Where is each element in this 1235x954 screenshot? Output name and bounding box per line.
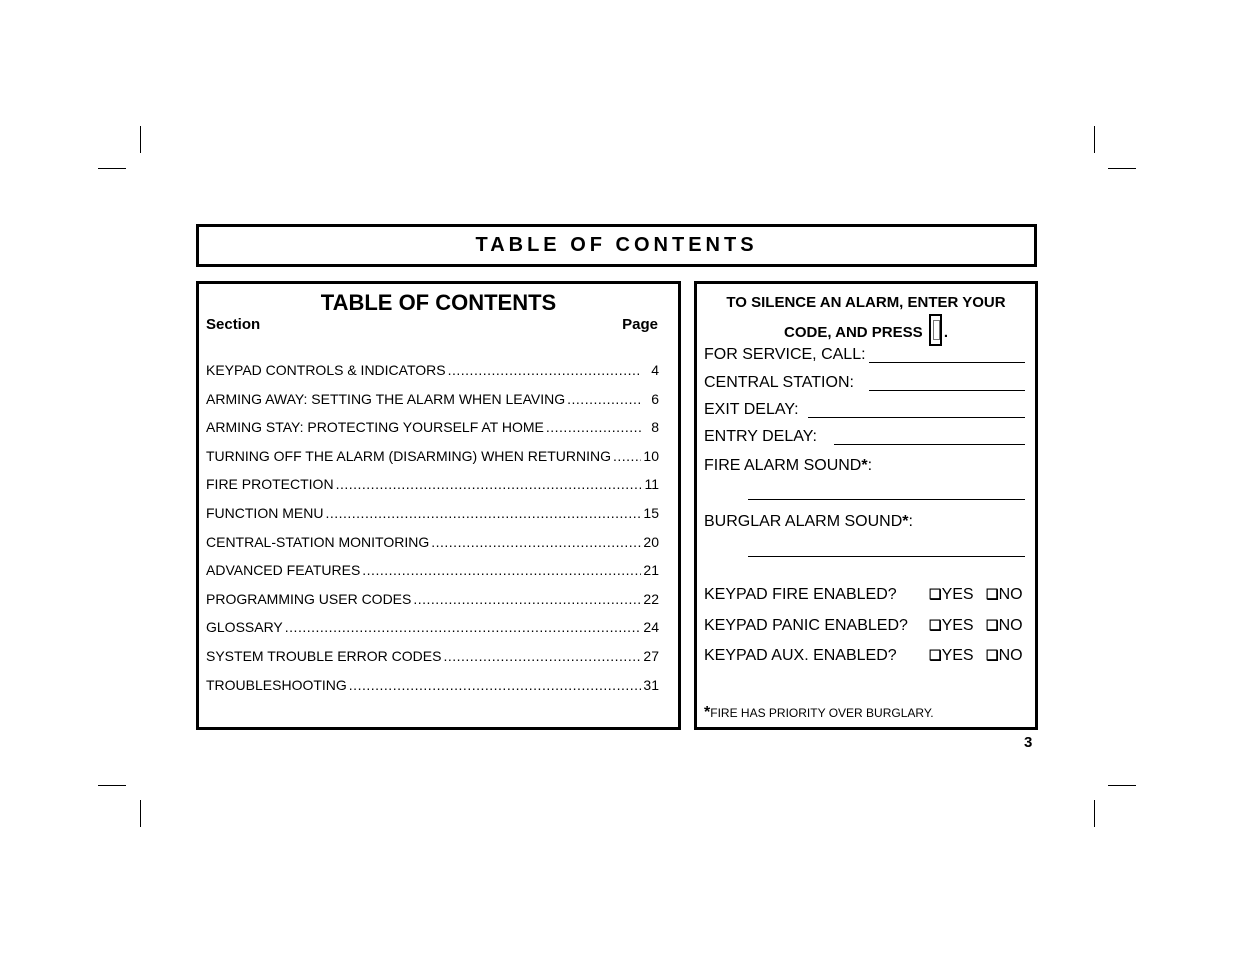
toc-entry-name: TURNING OFF THE ALARM (DISARMING) WHEN RETURNING: [206, 447, 611, 464]
toc-leader-dots: [349, 677, 641, 693]
service-call-label: FOR SERVICE, CALL:: [704, 346, 866, 363]
checkbox-icon: ❑: [986, 586, 999, 602]
crop-mark: [1094, 800, 1095, 827]
toc-entry[interactable]: [206, 534, 659, 563]
crop-mark: [140, 126, 141, 153]
toc-entry-name: SYSTEM TROUBLE ERROR CODES: [206, 647, 442, 664]
burglar-alarm-sound-label: BURGLAR ALARM SOUND*:: [704, 513, 913, 530]
toc-entry-name: KEYPAD CONTROLS & INDICATORS: [206, 362, 446, 378]
service-call-blank[interactable]: [869, 362, 1025, 363]
toc-entry-name: FIRE PROTECTION: [206, 476, 334, 493]
page-title-banner: [196, 224, 1037, 267]
toc-entry-page: 6: [651, 390, 659, 407]
off-key-icon: [929, 314, 942, 346]
toc-leader-dots: [362, 562, 641, 578]
toc-entry-page: 31: [643, 676, 659, 693]
toc-leader-dots: [336, 476, 641, 492]
entry-delay-label: ENTRY DELAY:: [704, 428, 817, 445]
central-station-blank[interactable]: [869, 390, 1025, 391]
toc-entry[interactable]: [206, 677, 659, 706]
toc-entry-name: ADVANCED FEATURES: [206, 562, 361, 579]
toc-entry-name: PROGRAMMING USER CODES: [206, 590, 412, 607]
toc-entry-name: CENTRAL-STATION MONITORING: [206, 533, 430, 550]
crop-mark: [140, 800, 141, 827]
silence-alarm-instructions: [697, 292, 1035, 346]
keypad-panic-label: KEYPAD PANIC ENABLED?: [704, 617, 908, 634]
toc-entry[interactable]: [206, 562, 659, 591]
fire-alarm-sound-blank[interactable]: [748, 499, 1025, 500]
toc-entry-page: 20: [643, 533, 659, 550]
checkbox-icon: ❑: [929, 617, 942, 633]
toc-list: [206, 362, 659, 705]
toc-entry[interactable]: [206, 505, 659, 534]
toc-leader-dots: [567, 391, 641, 407]
toc-leader-dots: [413, 591, 641, 607]
keypad-panic-no-checkbox[interactable]: ❑NO: [986, 617, 1023, 634]
exit-delay-blank[interactable]: [808, 417, 1025, 418]
alarm-instruction-line2: CODE, AND PRESS: [784, 324, 923, 341]
toc-section-header: Section: [206, 316, 261, 333]
toc-leader-dots: [285, 619, 641, 635]
toc-entry-page: 11: [644, 476, 659, 493]
entry-delay-blank[interactable]: [834, 444, 1025, 445]
toc-entry[interactable]: [206, 391, 659, 420]
toc-entry[interactable]: [206, 648, 659, 677]
toc-entry[interactable]: [206, 419, 659, 448]
checkbox-icon: ❑: [929, 647, 942, 663]
keypad-aux-yes-checkbox[interactable]: ❑YES: [929, 647, 974, 664]
toc-page-header: Page: [622, 316, 658, 333]
alarm-instruction-end: .: [943, 324, 948, 341]
toc-entry[interactable]: [206, 619, 659, 648]
fire-alarm-sound-label: FIRE ALARM SOUND*:: [704, 457, 873, 474]
keypad-panic-yes-checkbox[interactable]: ❑YES: [929, 617, 974, 634]
toc-entry[interactable]: [206, 448, 659, 477]
toc-entry-page: 24: [643, 619, 659, 636]
toc-leader-dots: [431, 534, 641, 550]
toc-entry-page: 27: [643, 647, 659, 664]
toc-leader-dots: [448, 362, 641, 378]
toc-entry-page: 4: [651, 362, 659, 378]
toc-leader-dots: [443, 648, 641, 664]
crop-mark: [98, 168, 126, 169]
toc-title: TABLE OF CONTENTS: [320, 290, 557, 315]
toc-entry-page: 15: [643, 504, 659, 521]
crop-mark: [1094, 126, 1095, 153]
toc-leader-dots: [546, 419, 641, 435]
crop-mark: [1108, 785, 1136, 786]
keypad-fire-no-checkbox[interactable]: ❑NO: [986, 586, 1023, 603]
toc-entry[interactable]: [206, 476, 659, 505]
alarm-info-panel: [694, 281, 1038, 730]
exit-delay-label: EXIT DELAY:: [704, 401, 799, 418]
checkbox-icon: ❑: [986, 617, 999, 633]
toc-entry-name: TROUBLESHOOTING: [206, 676, 347, 693]
alarm-instruction-line1: TO SILENCE AN ALARM, ENTER YOUR: [726, 294, 1006, 311]
toc-entry-page: 8: [651, 419, 659, 436]
toc-entry[interactable]: [206, 362, 659, 391]
checkbox-icon: ❑: [986, 647, 999, 663]
toc-entry-name: GLOSSARY: [206, 619, 283, 636]
crop-mark: [1108, 168, 1136, 169]
toc-entry-name: ARMING STAY: PROTECTING YOURSELF AT HOME: [206, 419, 544, 436]
toc-entry[interactable]: [206, 591, 659, 620]
keypad-fire-label: KEYPAD FIRE ENABLED?: [704, 586, 897, 603]
toc-entry-name: ARMING AWAY: SETTING THE ALARM WHEN LEAVING: [206, 390, 566, 407]
page-title: TABLE OF CONTENTS: [475, 234, 758, 256]
toc-entry-page: 22: [643, 590, 659, 607]
toc-entry-name: FUNCTION MENU: [206, 504, 324, 521]
checkbox-icon: ❑: [929, 586, 942, 602]
fire-priority-footnote: *FIRE HAS PRIORITY OVER BURGLARY.: [704, 704, 934, 721]
toc-entry-page: 21: [643, 562, 659, 579]
central-station-label: CENTRAL STATION:: [704, 374, 854, 391]
keypad-fire-yes-checkbox[interactable]: ❑YES: [929, 586, 974, 603]
page-number: 3: [1024, 734, 1033, 751]
toc-leader-dots: [325, 505, 641, 521]
keypad-aux-label: KEYPAD AUX. ENABLED?: [704, 647, 897, 664]
crop-mark: [98, 785, 126, 786]
keypad-aux-no-checkbox[interactable]: ❑NO: [986, 647, 1023, 664]
table-of-contents-panel: [196, 281, 681, 730]
toc-leader-dots: [613, 448, 641, 464]
burglar-alarm-sound-blank[interactable]: [748, 556, 1025, 557]
toc-entry-page: 10: [643, 447, 659, 464]
